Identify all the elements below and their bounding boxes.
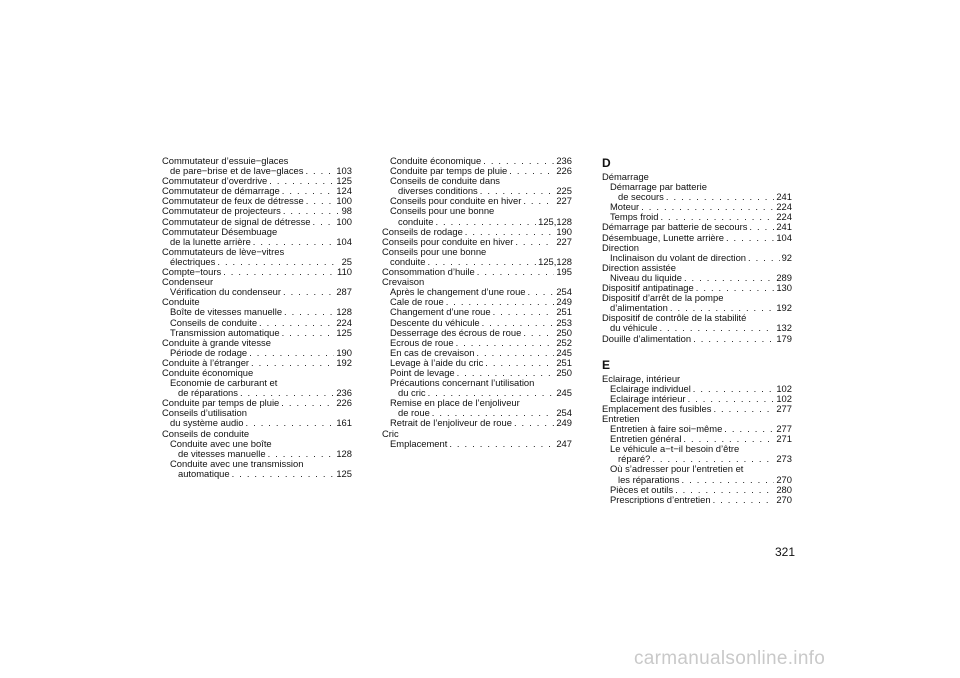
- dot-leader: [713, 404, 774, 414]
- index-entry-text: Commutateur de projecteurs: [162, 205, 281, 217]
- dot-leader: [281, 398, 334, 408]
- dot-leader: [476, 348, 554, 358]
- index-entry: [602, 334, 792, 344]
- index-entry-page: 227: [556, 235, 572, 247]
- index-entry-text: Après le changement d’une roue: [390, 286, 526, 298]
- section-letter: D: [602, 156, 611, 170]
- dot-leader: [313, 217, 335, 227]
- index-entry-text: de pare−brise et de lave−glaces: [170, 165, 304, 177]
- index-entry-page: 103: [336, 165, 352, 177]
- index-entry-page: 25: [341, 255, 352, 267]
- index-entry-text: Dispositif antipatinage: [602, 282, 694, 294]
- index-entry-page: 226: [556, 165, 572, 177]
- index-entry-text: Dispositif de contrôle de la stabilité: [602, 312, 747, 324]
- index-entry-page: 100: [336, 195, 352, 207]
- index-entry-page: 226: [336, 397, 352, 409]
- index-entry-text: du cric: [398, 387, 426, 399]
- index-entry-page: 289: [776, 271, 792, 283]
- index-column-2: [382, 156, 572, 449]
- dot-leader: [528, 287, 555, 297]
- dot-leader: [305, 166, 334, 176]
- index-entry-page: 125: [336, 326, 352, 338]
- dot-leader: [509, 166, 554, 176]
- index-entry-text: électriques: [170, 255, 216, 267]
- index-entry-text: Conseils pour conduite en hiver: [382, 235, 514, 247]
- index-entry-text: Commutateur Désembuage: [162, 225, 278, 237]
- index-entry-page: 125: [336, 175, 352, 187]
- dot-leader: [666, 192, 774, 202]
- dot-leader: [282, 328, 335, 338]
- index-entry-text: Conduite économique: [162, 366, 254, 378]
- index-entry: [382, 439, 572, 449]
- index-entry-text: Point de levage: [390, 366, 455, 378]
- index-entry-text: du véhicule: [610, 322, 658, 334]
- dot-leader: [493, 307, 555, 317]
- index-entry-text: Eclairage individuel: [610, 382, 691, 394]
- dot-leader: [713, 495, 775, 505]
- index-entry-page: 249: [556, 417, 572, 429]
- index-entry-text: Où s’adresser pour l’entretien et: [610, 463, 744, 475]
- index-entry-text: de la lunette arrière: [170, 235, 251, 247]
- index-entry-page: 98: [341, 205, 352, 217]
- index-entry-text: Ecrous de roue: [390, 336, 454, 348]
- index-entry-text: Compte−tours: [162, 266, 222, 278]
- index-entry-text: automatique: [178, 467, 230, 479]
- index-entry-text: Levage à l’aide du cric: [390, 356, 484, 368]
- dot-leader: [748, 253, 780, 263]
- index-entry-text: Economie de carburant et: [170, 377, 278, 389]
- index-entry-page: 241: [776, 221, 792, 233]
- index-entry-text: Entretien: [602, 412, 640, 424]
- dot-leader: [249, 348, 334, 358]
- index-entry-page: 104: [776, 231, 792, 243]
- index-entry-page: 245: [556, 387, 572, 399]
- index-entry-text: Conduite: [162, 296, 200, 308]
- index-entry-page: 192: [336, 356, 352, 368]
- dot-leader: [641, 202, 774, 212]
- index-entry-text: Direction assistée: [602, 261, 676, 273]
- index-entry: [162, 469, 352, 479]
- index-entry-text: conduite: [390, 255, 426, 267]
- index-entry-page: 277: [776, 402, 792, 414]
- index-entry-page: 92: [781, 251, 792, 263]
- index-entry-page: 287: [336, 286, 352, 298]
- index-entry-page: 192: [776, 302, 792, 314]
- index-entry-text: Emplacement des fusibles: [602, 402, 712, 414]
- index-entry-text: Conduite par temps de pluie: [162, 397, 280, 409]
- index-entry: [602, 495, 792, 505]
- index-entry-text: Conduite avec une boîte: [170, 437, 272, 449]
- index-entry-page: 280: [776, 483, 792, 495]
- index-entry-text: Conseils de conduite: [162, 427, 250, 439]
- index-entry-text: Commutateurs de lève−vitres: [162, 245, 285, 257]
- index-entry-text: Commutateur d’essuie−glaces: [162, 155, 289, 166]
- dot-leader: [283, 287, 334, 297]
- dot-leader: [514, 418, 554, 428]
- dot-leader: [682, 475, 775, 485]
- index-entry-text: réparé?: [618, 453, 651, 465]
- index-entry-text: En cas de crevaison: [390, 346, 475, 358]
- section-gap: [602, 344, 792, 358]
- index-entry-page: 270: [776, 473, 792, 485]
- page-number: 321: [775, 545, 796, 559]
- index-entry-text: Entretien à faire soi−même: [610, 423, 723, 435]
- index-entry-page: 102: [776, 392, 792, 404]
- index-entry-text: diverses conditions: [398, 185, 478, 197]
- index-entry-text: Prescriptions d’entretien: [610, 493, 711, 505]
- index-entry-text: Démarrage: [602, 171, 649, 182]
- index-entry-text: Conduite à grande vitesse: [162, 336, 271, 348]
- index-entry-page: 224: [776, 201, 792, 213]
- index-entry-page: 179: [776, 332, 792, 344]
- dot-leader: [749, 222, 774, 232]
- index-entry-page: 252: [556, 336, 572, 348]
- index-column-3: [602, 156, 792, 505]
- dot-leader: [485, 358, 554, 368]
- index-entry-text: Emplacement: [390, 437, 448, 449]
- index-entry-page: 130: [776, 282, 792, 294]
- dot-leader: [449, 439, 554, 449]
- index-entry-text: Crevaison: [382, 276, 425, 288]
- dot-leader: [724, 424, 774, 434]
- index-entry-text: Condenseur: [162, 276, 214, 288]
- index-entry-text: du système audio: [170, 417, 244, 429]
- index-entry-text: Dispositif d’arrêt de la pompe: [602, 292, 724, 304]
- index-entry-text: d’alimentation: [610, 302, 668, 314]
- dot-leader: [684, 273, 774, 283]
- index-entry-text: Changement d’une roue: [390, 306, 491, 318]
- dot-leader: [477, 267, 555, 277]
- index-entry-text: Eclairage intérieur: [610, 392, 686, 404]
- index-entry-text: Conseils pour une bonne: [382, 245, 487, 257]
- index-entry-page: 253: [556, 316, 572, 328]
- index-entry-page: 273: [776, 453, 792, 465]
- dot-leader: [515, 237, 554, 247]
- index-entry-text: Conduite avec une transmission: [170, 457, 304, 469]
- index-entry-page: 104: [336, 235, 352, 247]
- index-entry-text: Niveau du liquide: [610, 271, 682, 283]
- index-entry-text: Commutateur de signal de détresse: [162, 215, 311, 227]
- index-entry-text: Désembuage, Lunette arrière: [602, 231, 724, 243]
- index-entry-text: Commutateur de feux de détresse: [162, 195, 304, 207]
- index-entry-text: Conduite à l’étranger: [162, 356, 250, 368]
- index-entry-text: Commutateur d’overdrive: [162, 175, 268, 187]
- index-entry-page: 271: [776, 433, 792, 445]
- index-entry-page: 102: [776, 382, 792, 394]
- index-entry-page: 125,128: [538, 255, 572, 267]
- index-entry-text: Retrait de l’enjoliveur de roue: [390, 417, 512, 429]
- index-entry-text: Temps froid: [610, 211, 659, 223]
- index-entry-text: Eclairage, intérieur: [602, 372, 681, 384]
- index-entry-text: Le véhicule a−t−il besoin d’être: [610, 443, 740, 455]
- index-entry-text: Pièces et outils: [610, 483, 674, 495]
- index-entry-page: 225: [556, 185, 572, 197]
- index-entry-text: de secours: [618, 191, 664, 203]
- index-entry-text: Commutateur de démarrage: [162, 185, 280, 197]
- index-entry-text: Démarrage par batterie de secours: [602, 221, 748, 233]
- index-entry-text: Cale de roue: [390, 296, 444, 308]
- index-entry-text: Conseils de conduite: [170, 316, 258, 328]
- index-entry-text: Direction: [602, 241, 639, 253]
- index-entry-page: 125: [336, 467, 352, 479]
- index-column-1: [162, 156, 352, 479]
- dot-leader: [306, 196, 335, 206]
- index-entry-page: 245: [556, 346, 572, 358]
- index-entry-page: 132: [776, 322, 792, 334]
- index-entry-text: Conseils pour conduite en hiver: [390, 195, 522, 207]
- index-entry-text: de vitesses manuelle: [178, 447, 266, 459]
- index-entry-text: conduite: [398, 215, 434, 227]
- index-entry-text: Entretien général: [610, 433, 682, 445]
- index-entry-text: Remise en place de l’enjoliveur: [390, 397, 520, 409]
- index-entry-page: 254: [556, 407, 572, 419]
- index-entry-text: Moteur: [610, 201, 640, 213]
- index-entry-page: 161: [336, 417, 352, 429]
- index-entry-text: de réparations: [178, 387, 238, 399]
- index-entry-page: 250: [556, 366, 572, 378]
- dot-leader: [245, 418, 334, 428]
- dot-leader: [523, 196, 554, 206]
- index-entry-page: 110: [337, 266, 352, 278]
- index-entry-text: Desserrage des écrous de roue: [390, 326, 522, 338]
- index-entry-page: 190: [336, 346, 352, 358]
- index-entry-text: Consommation d’huile: [382, 266, 475, 278]
- index-entry-page: 254: [556, 286, 572, 298]
- dot-leader: [659, 323, 774, 333]
- dot-leader: [217, 257, 339, 267]
- index-entry-page: 128: [336, 447, 352, 459]
- index-entry-page: 251: [556, 306, 572, 318]
- index-entry-page: 241: [776, 191, 792, 203]
- index-entry-page: 236: [336, 387, 352, 399]
- index-entry-page: 270: [776, 493, 792, 505]
- watermark: carmanualsonline.info: [634, 648, 826, 669]
- index-entry-text: Descente du véhicule: [390, 316, 480, 328]
- dot-leader: [693, 384, 775, 394]
- index-entry-page: 236: [556, 155, 572, 166]
- index-entry-page: 277: [776, 423, 792, 435]
- index-entry-text: Conseils pour une bonne: [390, 205, 495, 217]
- index-entry-text: Conduite par temps de pluie: [390, 165, 508, 177]
- index-entry-page: 125,128: [538, 215, 572, 227]
- index-entry: [602, 323, 792, 333]
- index-entry-page: 249: [556, 296, 572, 308]
- dot-leader: [523, 328, 554, 338]
- index-entry-text: Précautions concernant l’utilisation: [390, 377, 535, 389]
- index-entry-page: 247: [556, 437, 572, 449]
- index-entry-text: Vérification du condenseur: [170, 286, 282, 298]
- dot-leader: [693, 334, 774, 344]
- dot-leader: [726, 233, 774, 243]
- index-entry: [382, 418, 572, 428]
- index-entry-page: 124: [336, 185, 352, 197]
- index-entry-text: Conseils de rodage: [382, 225, 463, 237]
- index-entry-text: Conseils de conduite dans: [390, 175, 500, 187]
- dot-leader: [232, 469, 335, 479]
- index-entry-text: Inclinaison du volant de direction: [610, 251, 747, 263]
- index-entry-text: Démarrage par batterie: [610, 181, 707, 193]
- index-entry: [162, 307, 352, 317]
- index-entry-text: Conseils d’utilisation: [162, 407, 247, 419]
- index-entry-page: 100: [336, 215, 352, 227]
- index-entry-page: 190: [556, 225, 572, 237]
- index-entry-page: 195: [556, 266, 572, 278]
- index-entry-text: Transmission automatique: [170, 326, 280, 338]
- dot-leader: [251, 358, 334, 368]
- index-entry-page: 128: [336, 306, 352, 318]
- index-entry-page: 224: [336, 316, 352, 328]
- index-entry-page: 227: [556, 195, 572, 207]
- index-entry-text: Douille d’alimentation: [602, 332, 692, 344]
- index-entry-page: 251: [556, 356, 572, 368]
- index-entry-text: Cric: [382, 427, 399, 439]
- index-entry-text: les réparations: [618, 473, 680, 485]
- index-entry-text: de roue: [398, 407, 430, 419]
- index-entry-text: Conduite économique: [390, 155, 482, 166]
- index-entry-page: 250: [556, 326, 572, 338]
- index-entry: [382, 307, 572, 317]
- dot-leader: [223, 267, 335, 277]
- section-letter: E: [602, 357, 611, 372]
- index-entry-text: Période de rodage: [170, 346, 248, 358]
- index-entry-text: Boîte de vitesses manuelle: [170, 306, 283, 318]
- index-entry-page: 224: [776, 211, 792, 223]
- dot-leader: [284, 307, 334, 317]
